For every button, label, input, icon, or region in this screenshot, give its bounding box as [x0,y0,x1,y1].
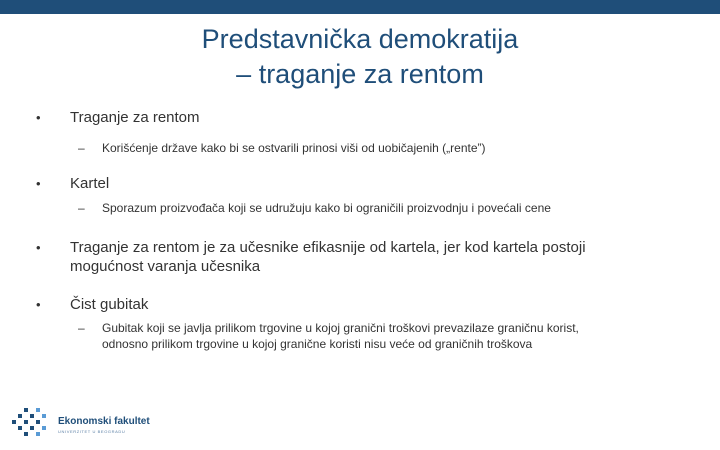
bullet-dot: • [36,110,41,125]
sub-bullet-text-line: Gubitak koji se javlja prilikom trgovine u kojoj granični troškovi prevazilaze graničnu korist, [102,321,579,335]
bullet-text-line: Traganje za rentom je za učesnike efikasnije od kartela, jer kod kartela postoji [70,239,586,256]
faculty-logo [10,404,210,444]
bullet-dot: • [36,176,41,191]
bullet-item [36,238,686,276]
bullet-text: Čist gubitak [70,296,149,313]
bullet-item [36,295,686,314]
sub-bullet-text: Korišćenje države kako bi se ostvarili prinosi viši od uobičajenih („rente”) [102,141,486,155]
logo-mark-icon [10,404,54,440]
sub-bullet-dash: – [78,141,85,155]
bullet-text-line: mogućnost varanja učesnika [70,258,261,275]
title-line-2: – traganje za rentom [236,59,484,89]
bullet-text: Kartel [70,175,110,192]
sub-bullet-text-line: odnosno prilikom trgovine u kojoj granične koristi nisu veće od graničnih troškova [102,337,533,351]
title-line-1: Predstavnička demokratija [201,24,519,54]
bullet-list [36,108,686,352]
sub-bullet-dash: – [78,321,85,335]
sub-bullet-item [36,140,686,156]
bullet-dot: • [36,297,41,312]
sub-bullet-item [36,320,686,352]
slide-title [0,22,720,92]
logo-subtitle: UNIVERZITET U BEOGRADU [58,429,126,434]
bullet-item [36,108,686,127]
bullet-item [36,174,686,193]
sub-bullet-dash: – [78,201,85,215]
sub-bullet-text: Sporazum proizvođača koji se udružuju kako bi ograničili proizvodnju i povećali cene [102,201,551,215]
top-accent-bar [0,0,720,14]
bullet-dot: • [36,240,41,255]
bullet-text: Traganje za rentom [70,109,200,126]
logo-name: Ekonomski fakultet [58,416,150,427]
sub-bullet-item [36,200,686,216]
